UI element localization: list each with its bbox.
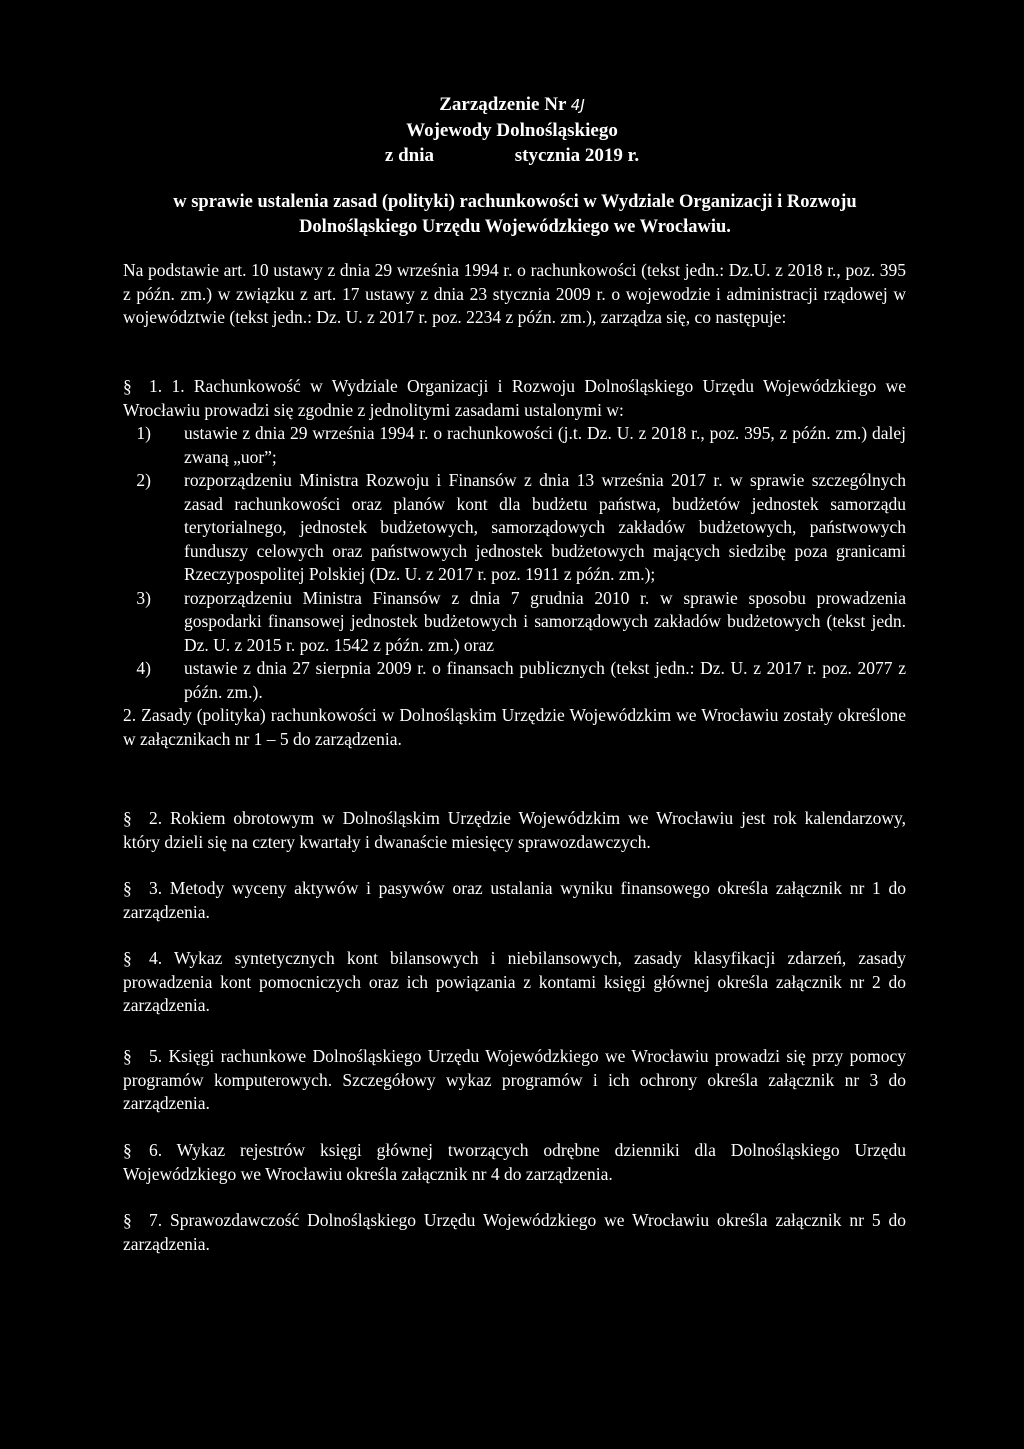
list-item [123, 657, 906, 704]
list-item-text: ustawie z dnia 29 września 1994 r. o rachunkowości (j.t. Dz. U. z 2018 r., poz. 395, z późn. zm.) dalej zwaną „uor”; [184, 423, 906, 467]
section-4-number: 4. [149, 948, 163, 968]
section-5 [123, 1045, 906, 1116]
section-6-text: Wykaz rejestrów księgi głównej tworzących odrębne dzienniki dla Dolnośląskiego Urzędu Wojewódzkiego we Wrocławiu określa załącznik nr 4 do zarządzenia. [123, 1140, 907, 1184]
list-item-text: ustawie z dnia 27 sierpnia 2009 r. o finansach publicznych (tekst jedn.: Dz. U. z 2017 r. poz. 2077 z późn. zm.). [184, 658, 906, 702]
section-4-text: Wykaz syntetycznych kont bilansowych i niebilansowych, zasady klasyfikacji zdarzeń, zasady prowadzenia kont pomocniczych oraz ich powiązania z kontami księgi głównej określa załącznik nr 2 do zarządzenia. [123, 948, 907, 1015]
section-2 [123, 807, 906, 854]
document-date: z dnia stycznia 2019 r. [384, 145, 640, 166]
list-item [123, 422, 906, 469]
section-5-number: 5. [149, 1046, 163, 1066]
paragraph-2-text: Zasady (polityka) rachunkowości w Dolnośląskim Urzędzie Wojewódzkim we Wrocławiu zostały określone w załącznikach nr 1 – 5 do zarządzenia. [123, 705, 906, 749]
paragraph-1-text: Rachunkowość w Wydziale Organizacji i Rozwoju Dolnośląskiego Urzędu Wojewódzkiego we Wrocławiu prowadzi się zgodnie z jednolitymi zasadami ustalonymi w: [123, 376, 907, 420]
document-title [0, 92, 1024, 118]
section-symbol: § [123, 376, 132, 396]
section-4 [123, 947, 906, 1018]
list-item [123, 587, 906, 658]
section-7-text: Sprawozdawczość Dolnośląskiego Urzędu Wojewódzkiego we Wrocławiu określa załącznik nr 5 do zarządzenia. [123, 1210, 906, 1254]
section-5-text: Księgi rachunkowe Dolnośląskiego Urzędu Wojewódzkiego we Wrocławiu prowadzi się przy pomocy programów komputerowych. Szczegółowy wykaz programów i ich ochrony określa załącznik nr 3 do zarządzenia. [123, 1046, 907, 1113]
title-prefix: Zarządzenie Nr [439, 94, 567, 115]
document-subject: w sprawie ustalenia zasad (polityki) rachunkowości w Wydziale Organizacji i Rozwoju Dolnośląskiego Urzędu Wojewódzkiego we Wrocławiu. [173, 192, 857, 237]
section-3 [123, 877, 906, 924]
section-symbol: § [123, 878, 132, 898]
paragraph-2-number: 2. [123, 705, 137, 725]
section-symbol: § [123, 1210, 132, 1230]
section-1 [123, 375, 906, 751]
section-symbol: § [123, 1046, 132, 1066]
issuing-authority: Wojewody Dolnośląskiego [406, 120, 618, 141]
section-2-number: 2. [149, 808, 163, 828]
list-item [123, 469, 906, 587]
list-item-number: 2) [136, 470, 151, 490]
section-1-number: 1. [149, 376, 163, 396]
section-symbol: § [123, 1140, 132, 1160]
section-6 [123, 1139, 906, 1186]
section-1-paragraph-2 [123, 704, 906, 751]
list-item-number: 3) [136, 587, 151, 608]
legal-basis-preamble: Na podstawie art. 10 ustawy z dnia 29 września 1994 r. o rachunkowości (tekst jedn.: Dz.U. z 2018 r., poz. 395 z późn. zm.) w związku z art. 17 ustawy z dnia 23 stycznia 2009 r. o wojewodzie i administracji rządowej w województwie (tekst jedn.: Dz. U. z 2017 r. poz. 2234 z późn. zm.), zarządza się, co następuje: [123, 260, 906, 327]
section-7 [123, 1209, 906, 1256]
list-item-text: rozporządzeniu Ministra Finansów z dnia 7 grudnia 2010 r. w sprawie sposobu prowadzenia gospodarki finansowej jednostek budżetowych i samorządowych zakładów budżetowych (tekst jedn. Dz. U. z 2015 r. poz. 1542 z późn. zm.) oraz [184, 587, 906, 655]
list-item-number: 4) [136, 658, 151, 678]
section-7-number: 7. [149, 1210, 163, 1230]
section-symbol: § [123, 948, 132, 968]
section-1-paragraph-1 [123, 375, 906, 422]
section-6-number: 6. [149, 1140, 163, 1160]
legal-acts-list [123, 422, 906, 704]
paragraph-1-number: 1. [171, 376, 185, 396]
section-3-text: Metody wyceny aktywów i pasywów oraz ustalania wyniku finansowego określa załącznik nr 1 do zarządzenia. [123, 878, 907, 922]
list-item-text: rozporządzeniu Ministra Rozwoju i Finansów z dnia 13 września 2017 r. w sprawie szczególnych zasad rachunkowości oraz planów kont dla budżetu państwa, budżetów jednostek samorządu terytorialnego, jednostek budżetowych, samorządowych zakładów budżetowych, państwowych funduszy celowych oraz państwowych jednostek budżetowych mających siedzibę poza granicami Rzeczypospolitej Polskiej (Dz. U. z 2017 r. poz. 1911 z późn. zm.); [184, 470, 906, 584]
section-3-number: 3. [149, 878, 163, 898]
handwritten-number: 4J [570, 96, 585, 114]
section-2-text: Rokiem obrotowym w Dolnośląskim Urzędzie Wojewódzkim we Wrocławiu jest rok kalendarzowy, który dzieli się na cztery kwartały i dwanaście miesięcy sprawozdawczych. [123, 808, 906, 852]
section-symbol: § [123, 808, 132, 828]
document-header [0, 92, 1024, 168]
list-item-number: 1) [136, 423, 151, 443]
